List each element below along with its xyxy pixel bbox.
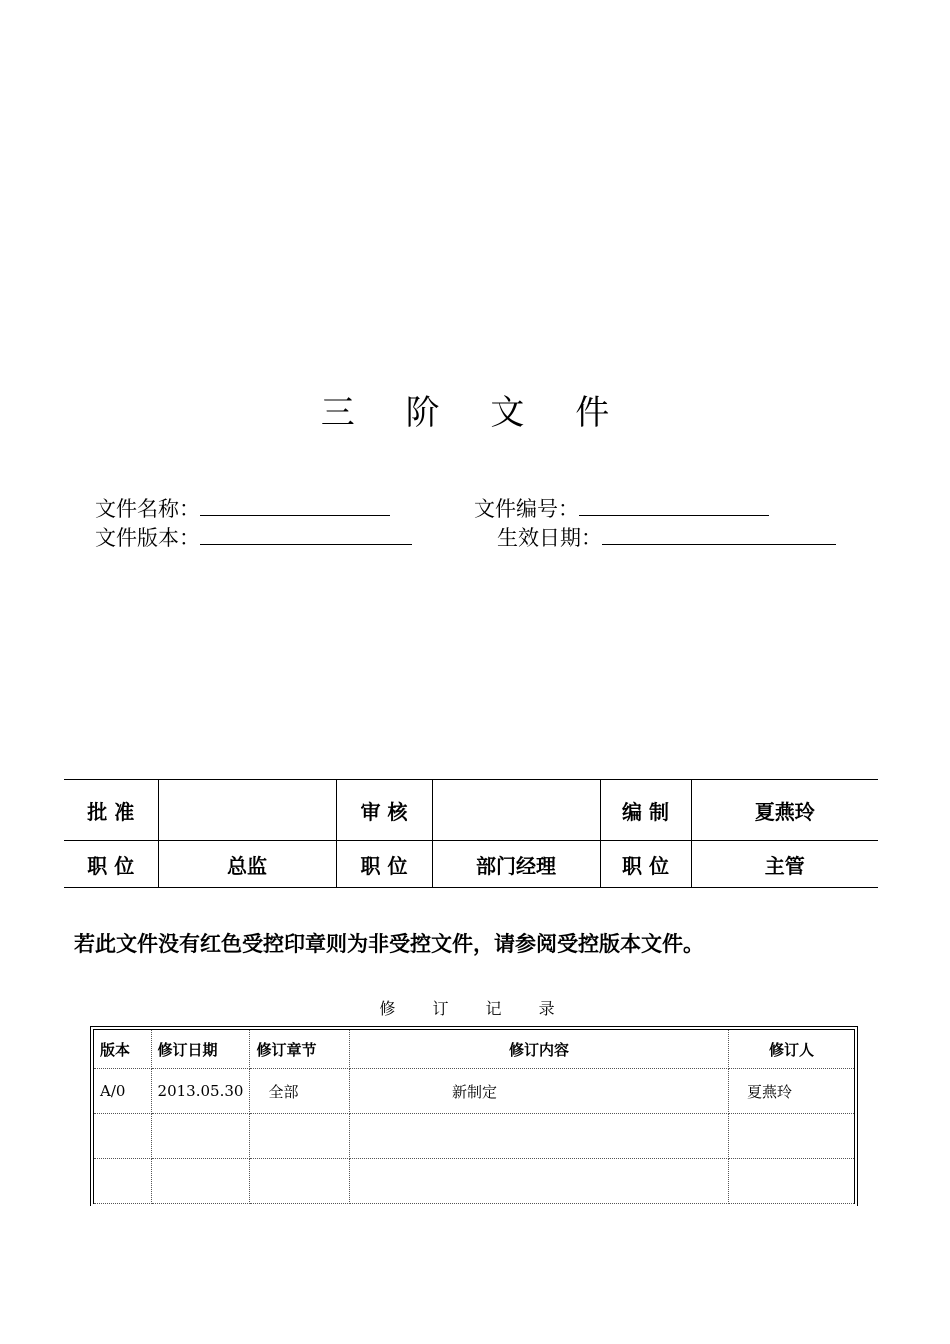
position-value-2: 部门经理 — [432, 841, 600, 888]
table-row — [94, 1069, 855, 1114]
file-version-label: 文件版本： — [95, 526, 200, 550]
review-value — [432, 780, 600, 841]
approve-value — [158, 780, 336, 841]
document-title: 三 阶 文 件 — [320, 393, 630, 433]
effective-date-field — [497, 524, 836, 552]
approval-row-positions — [64, 841, 878, 888]
cell-reviser — [729, 1159, 855, 1204]
header-version: 版本 — [94, 1030, 152, 1069]
file-number-label: 文件编号： — [474, 497, 579, 521]
cell-content — [350, 1114, 729, 1159]
position-label-2: 职 位 — [336, 841, 432, 888]
file-number-field — [474, 495, 769, 523]
effective-date-blank — [602, 524, 836, 545]
cell-section — [250, 1114, 350, 1159]
header-section: 修订章节 — [250, 1030, 350, 1069]
revision-record-table — [93, 1029, 855, 1204]
header-reviser: 修订人 — [729, 1030, 855, 1069]
header-content: 修订内容 — [350, 1030, 729, 1069]
position-label-1: 职 位 — [64, 841, 158, 888]
table-row — [94, 1114, 855, 1159]
compile-value: 夏燕玲 — [691, 780, 878, 841]
file-version-field — [95, 524, 412, 552]
cell-version — [94, 1114, 152, 1159]
cell-date — [151, 1114, 250, 1159]
file-version-blank — [200, 524, 412, 545]
compile-label: 编 制 — [600, 780, 691, 841]
cell-version: A/0 — [94, 1069, 152, 1114]
cell-section — [250, 1159, 350, 1204]
file-name-label: 文件名称： — [95, 497, 200, 521]
approve-label: 批 准 — [64, 780, 158, 841]
review-label: 审 核 — [336, 780, 432, 841]
header-date: 修订日期 — [151, 1030, 250, 1069]
control-notice: 若此文件没有红色受控印章则为非受控文件，请参阅受控版本文件。 — [74, 932, 704, 956]
cell-version — [94, 1159, 152, 1204]
revision-header-row — [94, 1030, 855, 1069]
position-value-1: 总监 — [158, 841, 336, 888]
cell-section: 全部 — [250, 1069, 350, 1114]
approval-row-signatures — [64, 780, 878, 841]
approval-table — [64, 779, 878, 888]
revision-record-title: 修 订 记 录 — [379, 999, 571, 1018]
revision-record-frame — [90, 1026, 858, 1206]
cell-content — [350, 1159, 729, 1204]
cell-reviser — [729, 1114, 855, 1159]
table-row — [94, 1159, 855, 1204]
file-name-blank — [200, 495, 390, 516]
cell-date — [151, 1159, 250, 1204]
file-name-field — [95, 495, 390, 523]
effective-date-label: 生效日期： — [497, 526, 602, 550]
cell-date: 2013.05.30 — [151, 1069, 250, 1114]
cell-reviser: 夏燕玲 — [729, 1069, 855, 1114]
position-value-3: 主管 — [691, 841, 878, 888]
cell-content: 新制定 — [350, 1069, 729, 1114]
file-number-blank — [579, 495, 769, 516]
position-label-3: 职 位 — [600, 841, 691, 888]
